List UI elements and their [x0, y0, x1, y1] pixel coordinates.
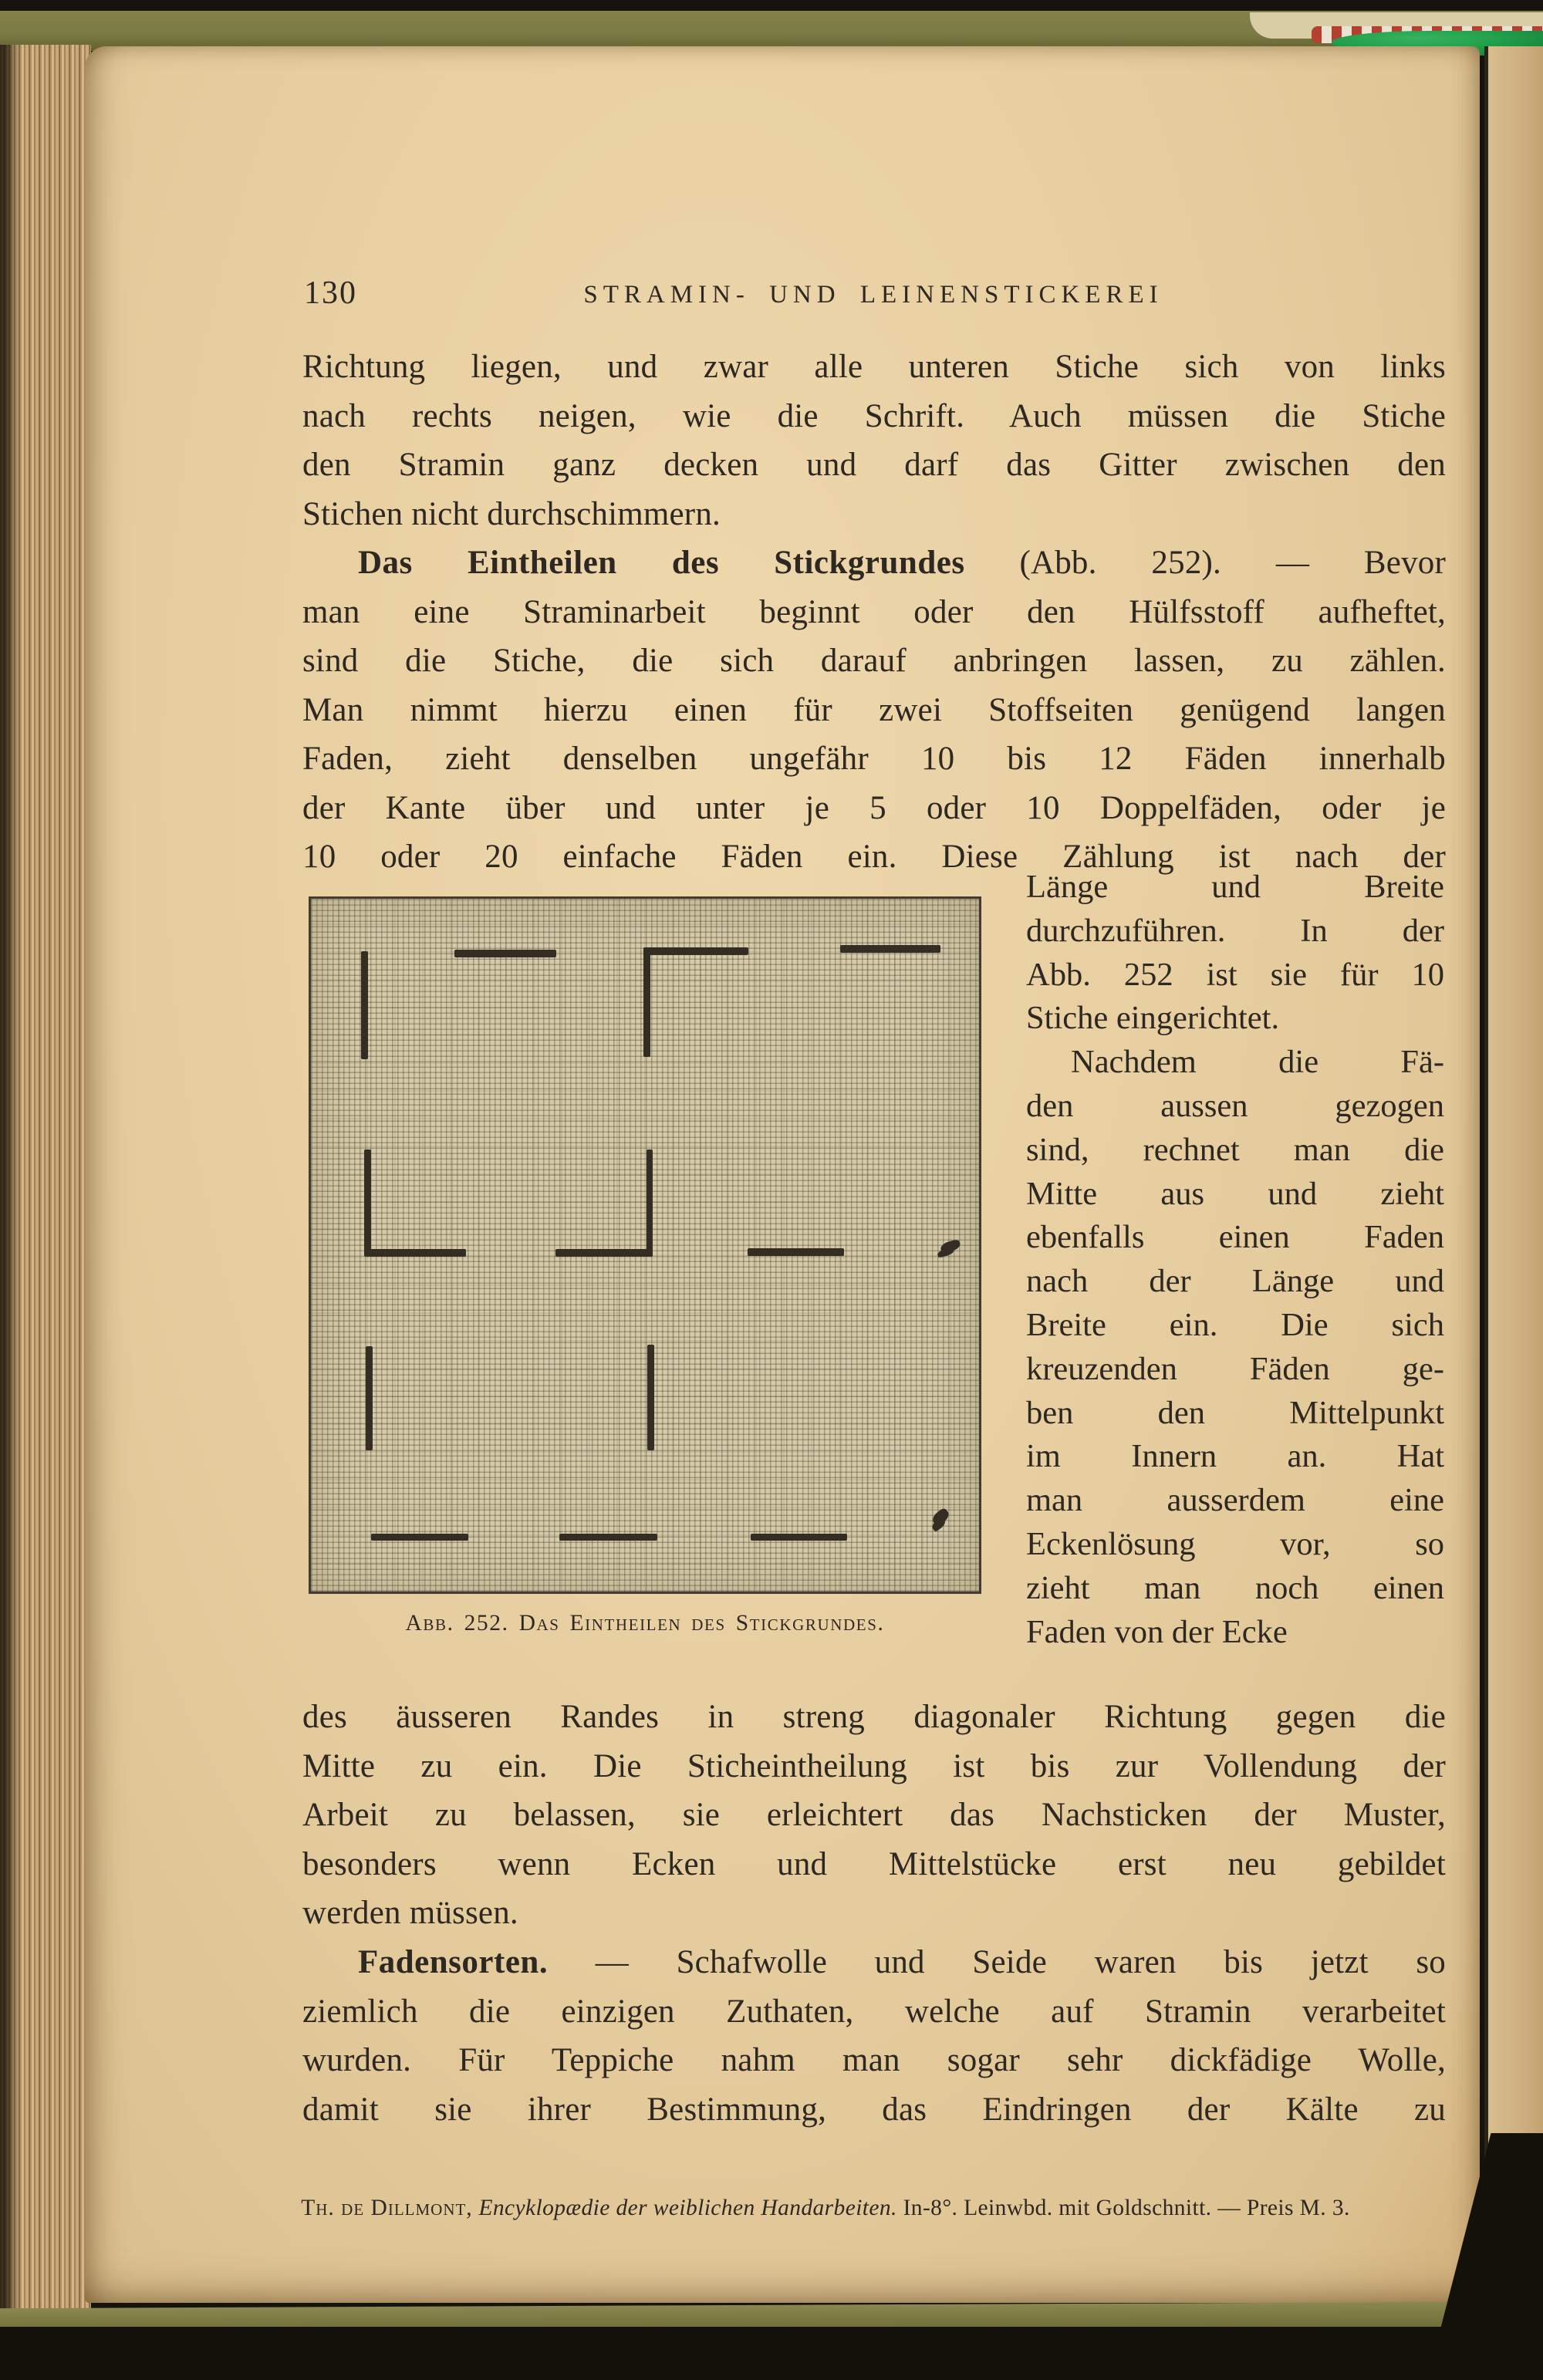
text-line: kreuzenden Fäden ge- [1026, 1350, 1444, 1387]
paragraph-2-body [302, 588, 1446, 882]
text-line: wurden. Für Teppiche nahm man sogar sehr dickfädige Wolle, [302, 2042, 1446, 2078]
figure-caption: Abb. 252. Das Eintheilen des Stickgrundes. [405, 1611, 885, 1636]
text-line: sind die Stiche, die sich darauf anbringen lassen, zu zählen. [302, 643, 1446, 679]
counting-thread-mark [555, 1249, 653, 1257]
text-line: Man nimmt hierzu einen für zwei Stoffseiten genügend langen [302, 691, 1446, 728]
book-bottom-cover [0, 2327, 1543, 2380]
figure-canvas [309, 896, 981, 1594]
footer-imprint [177, 2196, 1474, 2221]
text-line: damit sie ihrer Bestimmung, das Eindringen der Kälte zu [302, 2091, 1446, 2128]
text-line: nach der Länge und [1026, 1263, 1444, 1300]
running-head: STRAMIN- UND LEINENSTICKEREI [583, 281, 1163, 309]
text-line: den Stramin ganz decken und darf das Gitter zwischen den [302, 447, 1446, 483]
text-line: Breite ein. Die sich [1026, 1306, 1444, 1343]
thread-end-mark [939, 1238, 961, 1254]
heading-eintheilen: Das Eintheilen des Stickgrundes [358, 545, 965, 581]
counting-thread-mark [751, 1534, 847, 1541]
heading-fadensorten: Fadensorten. [358, 1944, 549, 1980]
counting-thread-mark [840, 945, 940, 953]
text-line: werden müssen. [302, 1895, 518, 1931]
text-line: besonders wenn Ecken und Mittelstücke erst neu gebildet [302, 1845, 1446, 1882]
right-column-para-a [1026, 866, 1444, 1041]
text-line: Stichen nicht durchschimmern. [302, 495, 721, 532]
counting-thread-mark [454, 950, 556, 957]
text-line: man eine Straminarbeit beginnt oder den Hülfsstoff aufheftet, [302, 593, 1446, 630]
counting-thread-mark [647, 1345, 654, 1450]
text-line: ben den Mittelpunkt [1026, 1394, 1444, 1431]
counting-thread-mark [643, 947, 748, 955]
page-number: 130 [304, 275, 357, 311]
text-line: des äusseren Randes in streng diagonaler Richtung gegen die [302, 1699, 1446, 1735]
paragraph-3 [302, 1693, 1446, 1938]
page-edges-left [0, 45, 91, 2313]
opposite-page-edge [1484, 46, 1543, 2303]
text-line: 10 oder 20 einfache Fäden ein. Diese Zählung ist nach der [302, 839, 1446, 875]
paragraph-2 [302, 538, 1446, 882]
paragraph-4-lead: Fadensorten. — Schafwolle und Seide waren bis jetzt so [358, 1944, 1446, 1980]
paragraph-4 [302, 1938, 1446, 2134]
text-line: durchzuführen. In der [1026, 912, 1444, 949]
paragraph-1 [302, 343, 1446, 538]
counting-thread-mark [643, 947, 650, 1057]
text-line: Faden von der Ecke [1026, 1613, 1288, 1650]
text-line: Faden, zieht denselben ungefähr 10 bis 12 Fäden innerhalb [302, 741, 1446, 777]
right-column-para-b [1026, 1085, 1444, 1654]
text-line: sind, rechnet man die [1026, 1131, 1444, 1168]
text-line: Länge und Breite [1026, 869, 1444, 905]
paragraph-4-body [302, 1987, 1446, 2135]
text-line: der Kante über und unter je 5 oder 10 Doppelfäden, oder je [302, 789, 1446, 826]
counting-thread-mark [647, 1149, 653, 1257]
counting-thread-mark [364, 1149, 371, 1256]
counting-thread-mark [559, 1534, 657, 1541]
text-line: Abb. 252 ist sie für 10 [1026, 956, 1444, 993]
text-line: im Innern an. Hat [1026, 1438, 1444, 1475]
text-line: Richtung liegen, und zwar alle unteren Stiche sich von links [302, 349, 1446, 385]
thread-end-mark [930, 1507, 951, 1528]
counting-thread-mark [364, 1249, 466, 1257]
text-line: Arbeit zu belassen, sie erleichtert das Nachsticken der Muster, [302, 1797, 1446, 1833]
text-line: zieht man noch einen [1026, 1569, 1444, 1606]
footer-author: Th. de Dillmont, [301, 2196, 473, 2220]
text-line: Eckenlösung vor, so [1026, 1525, 1444, 1562]
counting-thread-mark [361, 951, 368, 1059]
text-line: nach rechts neigen, wie die Schrift. Auch müssen die Stiche [302, 397, 1446, 434]
text-line: Stiche eingerichtet. [1026, 1000, 1280, 1037]
paragraph-2-lead: Das Eintheilen des Stickgrundes (Abb. 252). — Bevor [358, 545, 1447, 581]
text-line: den aussen gezogen [1026, 1087, 1444, 1124]
counting-thread-mark [371, 1534, 468, 1541]
right-column [1026, 866, 1444, 1654]
footer-title: Encyklopædie der weiblichen Handarbeiten. [472, 2196, 897, 2220]
text-line: Mitte aus und zieht [1026, 1175, 1444, 1212]
right-column-para-b-first: Nachdem die Fä- [1071, 1044, 1444, 1081]
counting-thread-mark [366, 1346, 373, 1450]
text-line: man ausserdem eine [1026, 1482, 1444, 1519]
counting-thread-mark [748, 1248, 844, 1256]
footer-rest: In-8°. Leinwbd. mit Goldschnitt. — Preis M. 3. [896, 2196, 1350, 2220]
text-line: Mitte zu ein. Die Sticheintheilung ist bis zur Vollendung der [302, 1747, 1446, 1784]
text-line: ziemlich die einzigen Zuthaten, welche auf Stramin verarbeitet [302, 1993, 1446, 2030]
text-line: ebenfalls einen Faden [1026, 1219, 1444, 1256]
